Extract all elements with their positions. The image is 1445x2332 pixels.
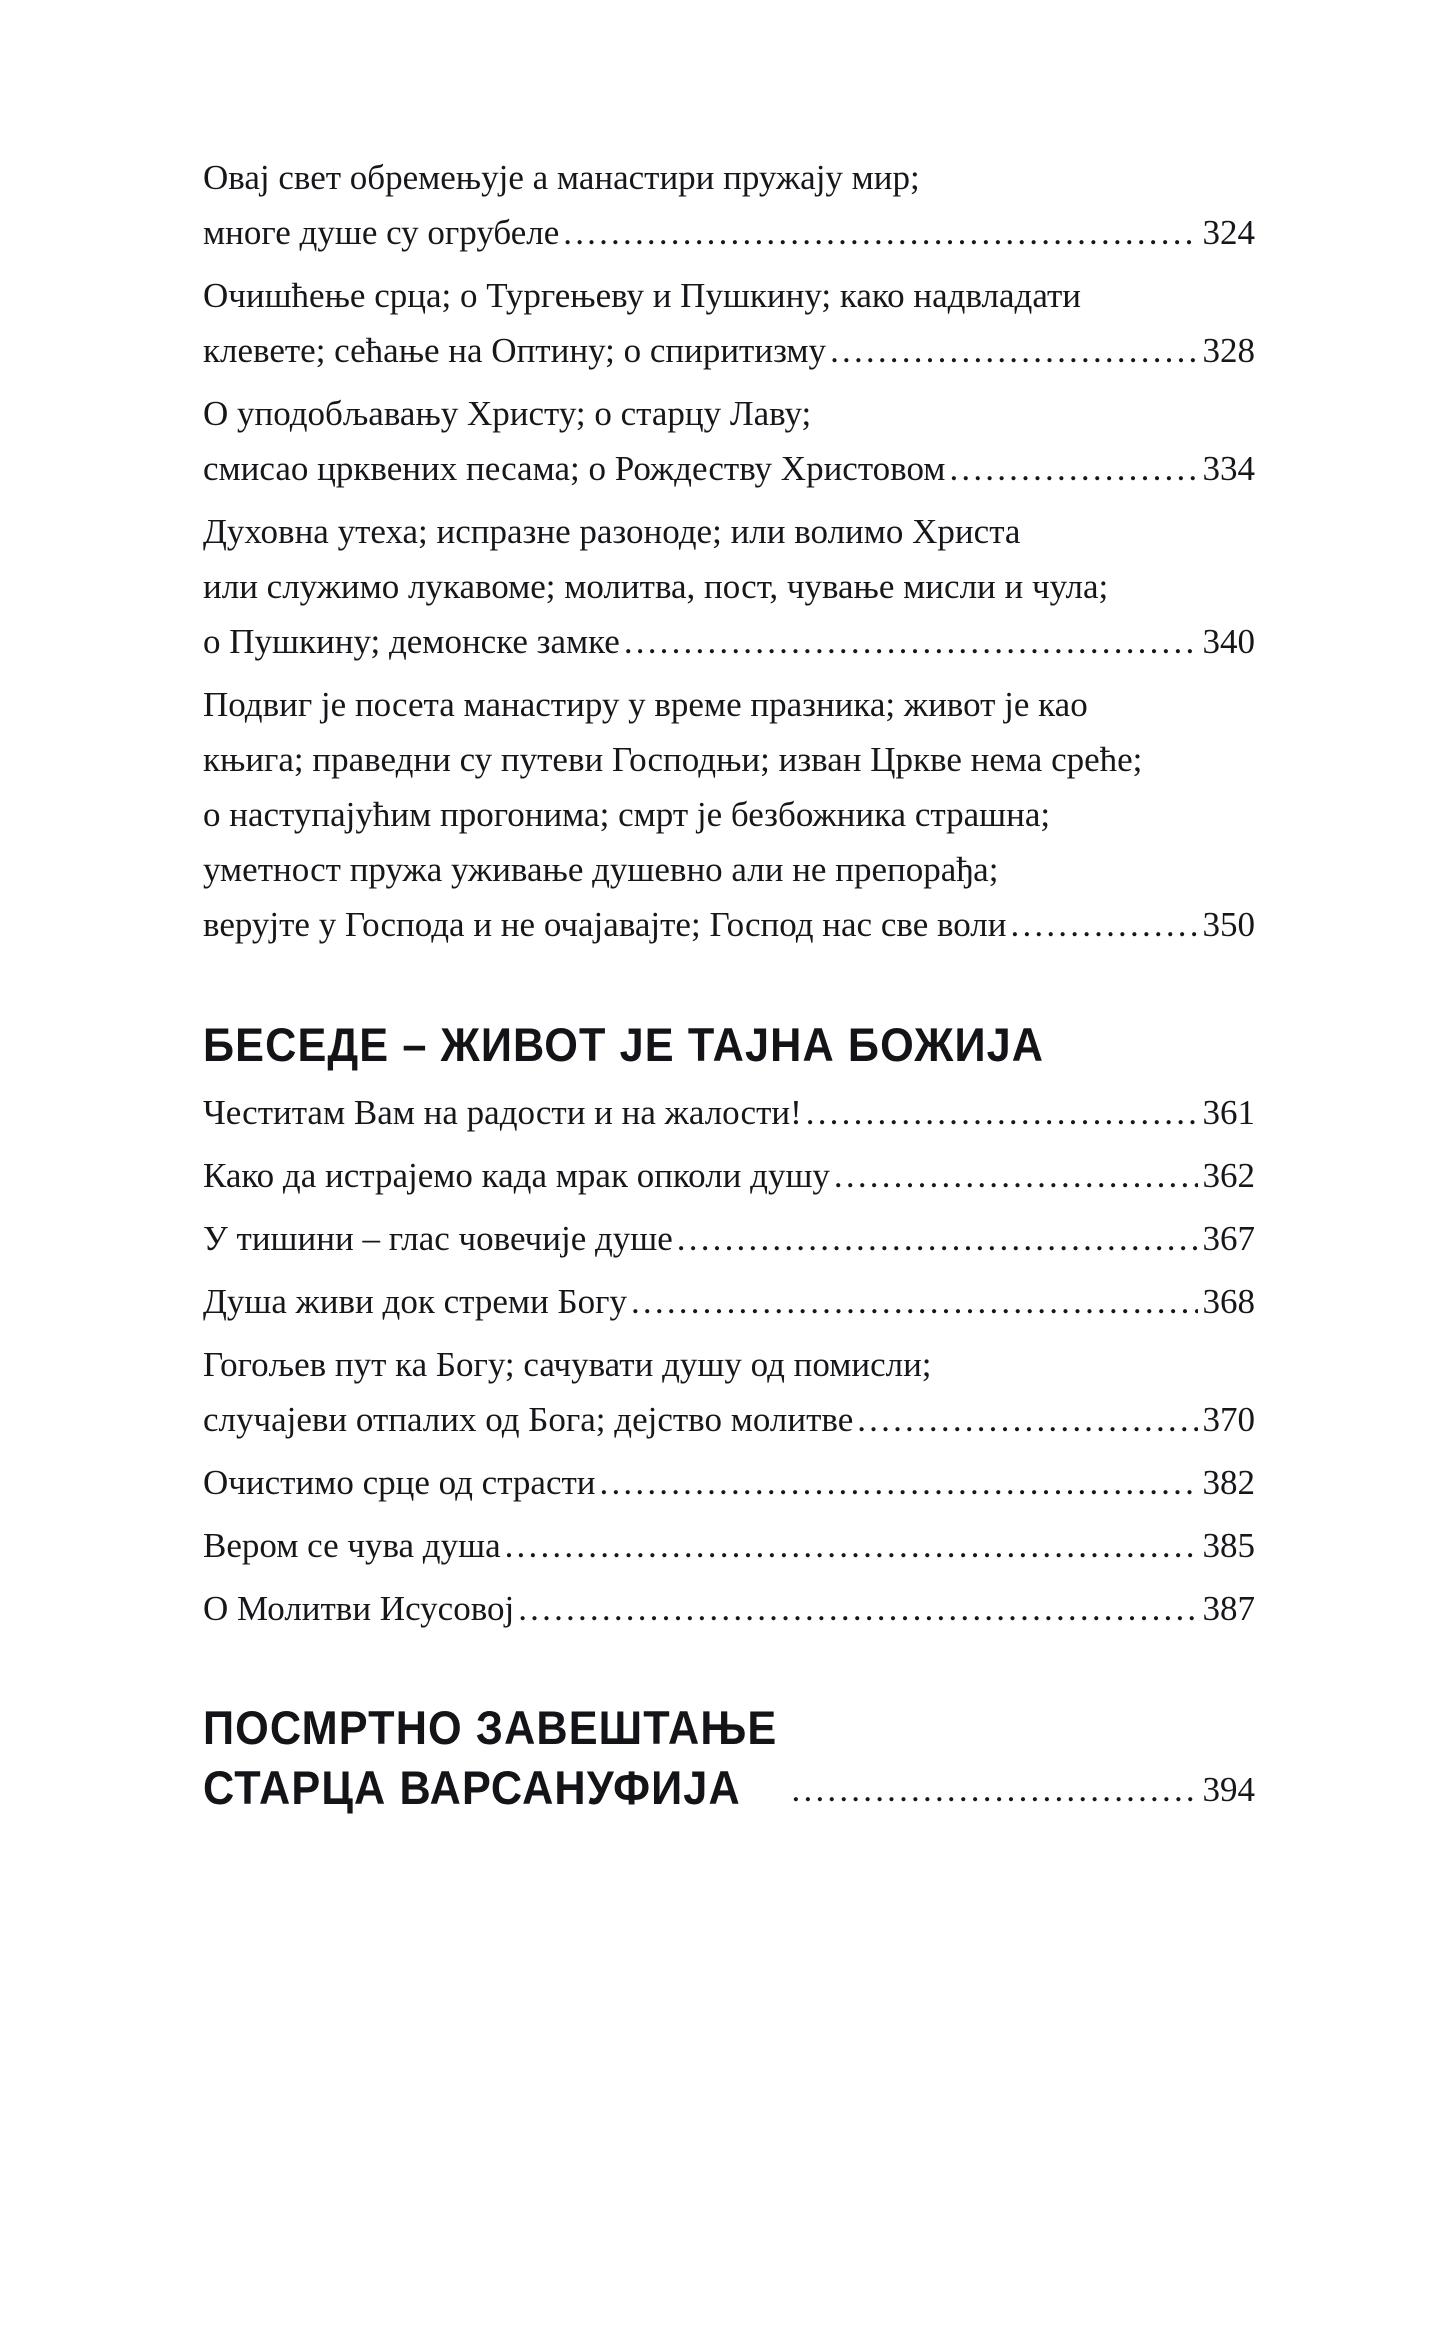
- toc-page-number[interactable]: 367: [1202, 1219, 1255, 1258]
- toc-entry-title: У тишини – глас човечије душе: [203, 1219, 673, 1258]
- toc-entry-line: Духовна утеха; испразне разоноде; или волимо Христа: [203, 512, 1021, 551]
- toc-entry-line: књига; праведни су путеви Господњи; изван Цркве нема среће;: [203, 740, 1143, 779]
- dot-leader: [677, 1211, 1198, 1266]
- dot-leader: [563, 205, 1197, 260]
- toc-page-number[interactable]: 362: [1202, 1156, 1255, 1195]
- toc-page-number[interactable]: 361: [1202, 1093, 1255, 1132]
- toc-entry-last-line: [203, 323, 1255, 378]
- toc-page-number[interactable]: 382: [1202, 1463, 1255, 1502]
- toc-entry-line: Овај свет обремењује а манастири пружају мир;: [203, 158, 920, 197]
- toc-page-number[interactable]: 340: [1202, 622, 1255, 661]
- toc-page-number[interactable]: 368: [1202, 1282, 1255, 1321]
- toc-entry-title: Душа живи док стреми Богу: [203, 1282, 627, 1321]
- toc-group-besede: [203, 1085, 1255, 1636]
- toc-entry[interactable]: [203, 1148, 1255, 1203]
- toc-page-number[interactable]: 387: [1202, 1589, 1255, 1628]
- toc-entry-last-line: [203, 1581, 1255, 1636]
- toc-entry[interactable]: [203, 150, 1255, 260]
- toc-entry-line: Подвиг је посета манастиру у време празника; живот је као: [203, 685, 1088, 724]
- toc-entry[interactable]: [203, 1337, 1255, 1447]
- toc-entry-title: Вером се чува душа: [203, 1526, 501, 1565]
- toc-page-number[interactable]: 350: [1202, 905, 1255, 944]
- toc-entry[interactable]: [203, 1518, 1255, 1573]
- dot-leader: [834, 1148, 1198, 1203]
- toc-entry-line: уметност пружа уживање душевно али не препорађа;: [203, 850, 999, 889]
- toc-entry-title: верујте у Господа и не очајавајте; Господ нас све воли: [203, 905, 1007, 944]
- toc-entry[interactable]: [203, 1211, 1255, 1266]
- section-heading-posmrtno[interactable]: [203, 1698, 1255, 1818]
- toc-entry[interactable]: [203, 268, 1255, 378]
- dot-leader: [949, 441, 1197, 496]
- toc-entry-last-line: [203, 1211, 1255, 1266]
- toc-entry-title: Очистимо срце од страсти: [203, 1463, 596, 1502]
- section-heading-posmrtno-line1: ПОСМРТНО ЗАВЕШТАЊЕ: [203, 1701, 778, 1754]
- toc-entry-last-line: [203, 1274, 1255, 1329]
- section-heading-posmrtno-line2-row: [203, 1758, 1255, 1818]
- toc-entry-title: Честитам Вам на радости и на жалости!: [203, 1093, 802, 1132]
- dot-leader: [857, 1392, 1197, 1447]
- toc-entry-line: О уподобљавању Христу; о старцу Лаву;: [203, 394, 812, 433]
- dot-leader: [792, 1770, 1198, 1810]
- dot-leader: [505, 1518, 1198, 1573]
- toc-entry-title: Како да истрајемо када мрак опколи душу: [203, 1156, 830, 1195]
- toc-entry[interactable]: [203, 677, 1255, 952]
- toc-entry-title: многе душе су огрубеле: [203, 213, 560, 252]
- toc-page-number[interactable]: 394: [1202, 1770, 1255, 1809]
- toc-entry-last-line: [203, 1392, 1255, 1447]
- dot-leader: [806, 1085, 1198, 1140]
- toc-page-number[interactable]: 370: [1202, 1400, 1255, 1439]
- toc-entry-title: о Пушкину; демонске замке: [203, 622, 620, 661]
- toc-entry-last-line: [203, 1148, 1255, 1203]
- toc-entry-line: о наступајућим прогонима; смрт је безбожника страшна;: [203, 795, 1051, 834]
- toc-group-continued: [203, 150, 1255, 952]
- toc-content: [203, 150, 1255, 1818]
- toc-entry-title: смисао црквених песама; о Рождеству Христовом: [203, 449, 946, 488]
- toc-entry-last-line: [203, 897, 1255, 952]
- toc-page-number[interactable]: 328: [1202, 331, 1255, 370]
- toc-entry[interactable]: [203, 504, 1255, 669]
- toc-entry-last-line: [203, 614, 1255, 669]
- toc-entry[interactable]: [203, 1455, 1255, 1510]
- toc-entry-title: клевете; сећање на Оптину; о спиритизму: [203, 331, 827, 370]
- section-heading-posmrtno-line2: СТАРЦА ВАРСАНУФИЈА: [203, 1761, 741, 1814]
- dot-leader: [1011, 897, 1198, 952]
- toc-page-number[interactable]: 385: [1202, 1526, 1255, 1565]
- toc-entry[interactable]: [203, 386, 1255, 496]
- toc-entry-title: случајеви отпалих од Бога; дејство молитве: [203, 1400, 854, 1439]
- toc-entry-last-line: [203, 1085, 1255, 1140]
- toc-page-number[interactable]: 324: [1202, 213, 1255, 252]
- section-heading-besede: БЕСЕДЕ – ЖИВОТ ЈЕ ТАЈНА БОЖИЈА: [203, 1018, 1045, 1071]
- toc-page-number[interactable]: 334: [1202, 449, 1255, 488]
- dot-leader: [631, 1274, 1198, 1329]
- toc-entry-last-line: [203, 1518, 1255, 1573]
- toc-entry-last-line: [203, 205, 1255, 260]
- toc-entry-line: или служимо лукавоме; молитва, пост, чување мисли и чула;: [203, 567, 1109, 606]
- dot-leader: [830, 323, 1197, 378]
- toc-entry-title: О Молитви Исусовој: [203, 1589, 515, 1628]
- toc-entry[interactable]: [203, 1581, 1255, 1636]
- toc-entry-last-line: [203, 441, 1255, 496]
- toc-entry-last-line: [203, 1455, 1255, 1510]
- toc-entry[interactable]: [203, 1085, 1255, 1140]
- dot-leader: [600, 1455, 1198, 1510]
- dot-leader: [518, 1581, 1197, 1636]
- toc-entry-line: Очишћење срца; о Тургењеву и Пушкину; како надвладати: [203, 276, 1081, 315]
- toc-entry-line: Гогољев пут ка Богу; сачувати душу од помисли;: [203, 1345, 932, 1384]
- toc-entry[interactable]: [203, 1274, 1255, 1329]
- dot-leader: [624, 614, 1198, 669]
